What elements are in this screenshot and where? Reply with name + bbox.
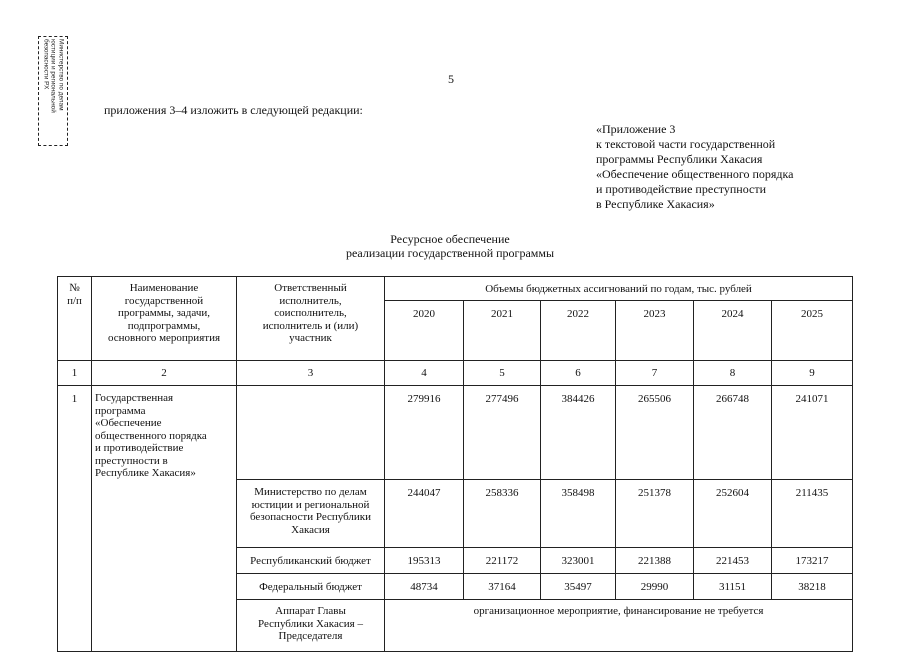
program-name-cont — [92, 548, 237, 574]
row-number-cont — [58, 548, 92, 574]
value-cell: 221172 — [464, 548, 541, 574]
value-cell: 31151 — [694, 574, 772, 600]
value-cell: 221388 — [616, 548, 694, 574]
column-number: 8 — [694, 361, 772, 386]
executor-cell — [237, 386, 385, 480]
column-number: 6 — [541, 361, 616, 386]
row-number: 1 — [58, 386, 92, 480]
executor-cell: Аппарат Главы Республики Хакасия – Председателя — [237, 600, 385, 652]
value-cell: 211435 — [772, 480, 853, 548]
column-number: 1 — [58, 361, 92, 386]
note-cell: организационное мероприятие, финансирование не требуется — [385, 600, 853, 652]
value-cell: 384426 — [541, 386, 616, 480]
executor-cell: Республиканский бюджет — [237, 548, 385, 574]
value-cell: 37164 — [464, 574, 541, 600]
column-number: 5 — [464, 361, 541, 386]
value-cell: 258336 — [464, 480, 541, 548]
column-number: 4 — [385, 361, 464, 386]
resource-table — [57, 276, 853, 652]
table-row — [58, 574, 853, 600]
column-number: 2 — [92, 361, 237, 386]
value-cell: 173217 — [772, 548, 853, 574]
value-cell: 277496 — [464, 386, 541, 480]
header-year: 2020 — [385, 301, 464, 361]
value-cell: 38218 — [772, 574, 853, 600]
column-number: 3 — [237, 361, 385, 386]
header-year: 2025 — [772, 301, 853, 361]
program-name-cont — [92, 480, 237, 548]
program-name-cont — [92, 574, 237, 600]
value-cell: 29990 — [616, 574, 694, 600]
value-cell: 244047 — [385, 480, 464, 548]
table-row — [58, 480, 853, 548]
intro-text: приложения 3–4 изложить в следующей редакции: — [104, 103, 363, 117]
value-cell: 323001 — [541, 548, 616, 574]
executor-cell: Федеральный бюджет — [237, 574, 385, 600]
value-cell: 241071 — [772, 386, 853, 480]
value-cell: 251378 — [616, 480, 694, 548]
stamp-text: Министерство по делам юстиции и региональной безопасности РХ — [42, 39, 65, 113]
registration-stamp — [38, 36, 68, 146]
value-cell: 35497 — [541, 574, 616, 600]
header-year: 2023 — [616, 301, 694, 361]
appendix-reference: «Приложение 3 к текстовой части государственной программы Республики Хакасия «Обеспечение общественного порядка и противодействие преступности в Республике Хакасия» — [596, 122, 794, 211]
value-cell: 48734 — [385, 574, 464, 600]
row-number-cont — [58, 574, 92, 600]
row-number-cont — [58, 480, 92, 548]
table-row — [58, 548, 853, 574]
value-cell: 358498 — [541, 480, 616, 548]
program-name: Государственная программа «Обеспечение общественного порядка и противодействие преступности в Республике Хакасия» — [92, 386, 237, 480]
value-cell: 195313 — [385, 548, 464, 574]
header-executor: Ответственный исполнитель, соисполнитель, исполнитель и (или) участник — [237, 277, 385, 361]
table-heading: Ресурсное обеспечение реализации государственной программы — [345, 232, 555, 260]
program-name-cont — [92, 600, 237, 652]
table-row — [58, 600, 853, 652]
executor-cell: Министерство по делам юстиции и региональной безопасности Республики Хакасия — [237, 480, 385, 548]
header-name: Наименование государственной программы, задачи, подпрограммы, основного мероприятия — [92, 277, 237, 361]
value-cell: 221453 — [694, 548, 772, 574]
column-number: 7 — [616, 361, 694, 386]
value-cell: 252604 — [694, 480, 772, 548]
column-number: 9 — [772, 361, 853, 386]
header-volumes: Объемы бюджетных ассигнований по годам, тыс. рублей — [385, 277, 853, 301]
page-number: 5 — [448, 72, 454, 86]
value-cell: 266748 — [694, 386, 772, 480]
table-row — [58, 386, 853, 480]
value-cell: 279916 — [385, 386, 464, 480]
header-year: 2021 — [464, 301, 541, 361]
header-year: 2022 — [541, 301, 616, 361]
header-num: № п/п — [58, 277, 92, 361]
header-year: 2024 — [694, 301, 772, 361]
value-cell: 265506 — [616, 386, 694, 480]
row-number-cont — [58, 600, 92, 652]
